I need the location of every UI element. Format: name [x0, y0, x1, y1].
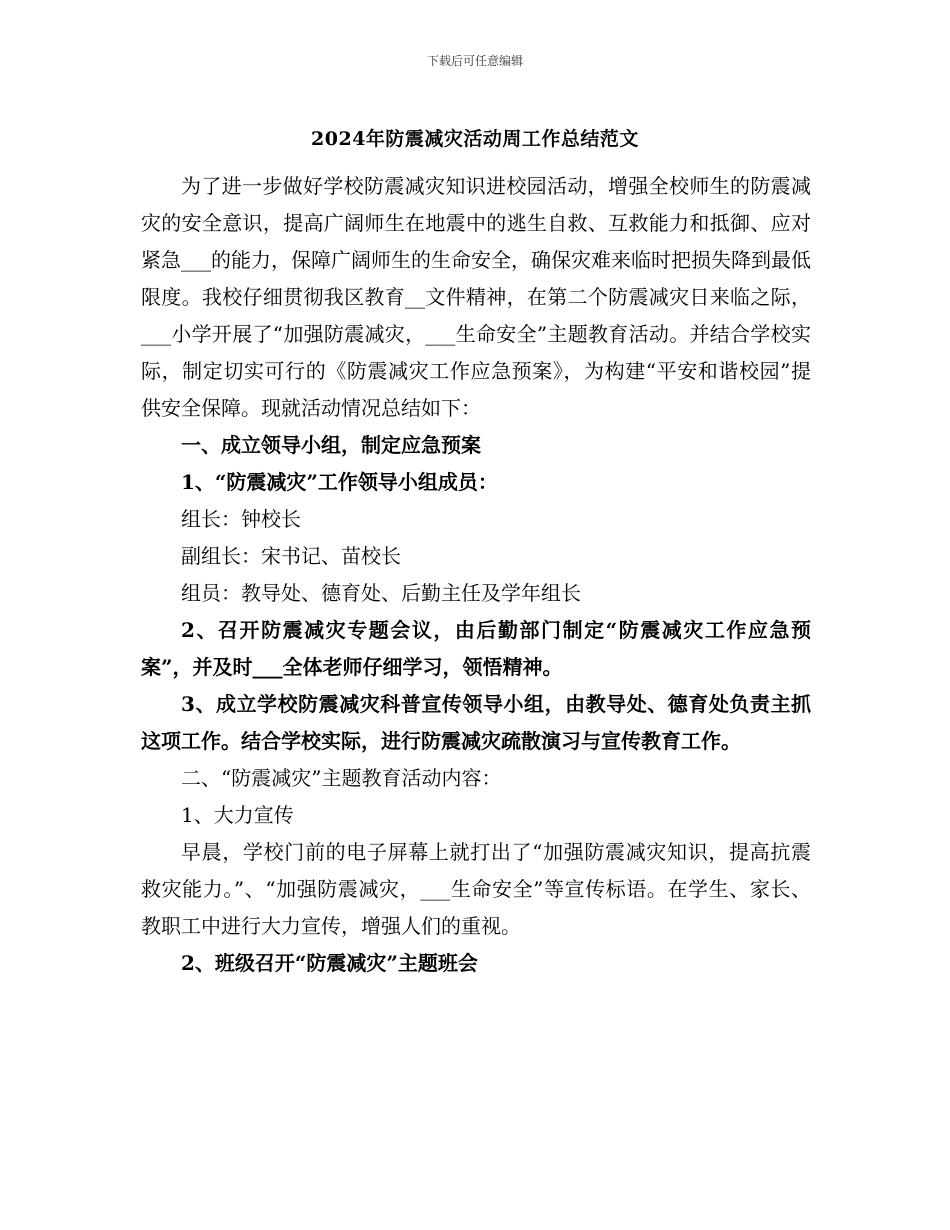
- header-note: 下载后可任意编辑: [426, 54, 523, 68]
- paragraph-publicity: 早晨，学校门前的电子屏幕上就打出了“加强防震减灾知识，提高抗震救灾能力。”、“加强防震减灾，___生命安全”等宣传标语。在学生、家长、教职工中进行大力宣传，增强人们的重视。: [141, 840, 811, 938]
- paragraph-group-members: 组员：教导处、德育处、后勤主任及学年组长: [181, 581, 581, 605]
- paragraph-group-leader: 组长：钟校长: [181, 507, 301, 531]
- paragraph-item-3: 3、成立学校防震减灾科普宣传领导小组，由教导处、德育处负责主抓这项工作。结合学校实际，进行防震减灾疏散演习与宣传教育工作。: [141, 692, 811, 753]
- paragraph-item-2: 2、召开防震减灾专题会议，由后勤部门制定“防震减灾工作应急预案”，并及时___全体老师仔细学习，领悟精神。: [141, 618, 811, 679]
- section-heading-1: 一、成立领导小组，制定应急预案: [181, 433, 481, 457]
- subheading-publicity: 1、大力宣传: [181, 803, 294, 827]
- document-title: 2024年防震减灾活动周工作总结范文: [311, 128, 639, 150]
- section-heading-2: 二、“防震减灾”主题教育活动内容：: [181, 766, 502, 790]
- paragraph-intro: 为了进一步做好学校防震减灾知识进校园活动，增强全校师生的防震减灾的安全意识，提高广阔师生在地震中的逃生自救、互救能力和抵御、应对紧急___的能力，保障广阔师生的生命安全，确保灾难来临时把损失降到最低限度。我校仔细贯彻我区教育__文件精神，在第二个防震减灾日来临之际，___小学开展了“加强防震减灾，___生命安全”主题教育活动。并结合学校实际，制定切实可行的《防震减灾工作应急预案》，为构建“平安和谐校园”提供安全保障。现就活动情况总结如下：: [141, 174, 811, 420]
- paragraph-deputy-leader: 副组长：宋书记、苗校长: [181, 544, 401, 568]
- subheading-leadership-group: 1、“防震减灾”工作领导小组成员：: [181, 470, 498, 494]
- subheading-class-meeting: 2、班级召开“防震减灾”主题班会: [181, 951, 478, 975]
- document-body: [141, 168, 811, 982]
